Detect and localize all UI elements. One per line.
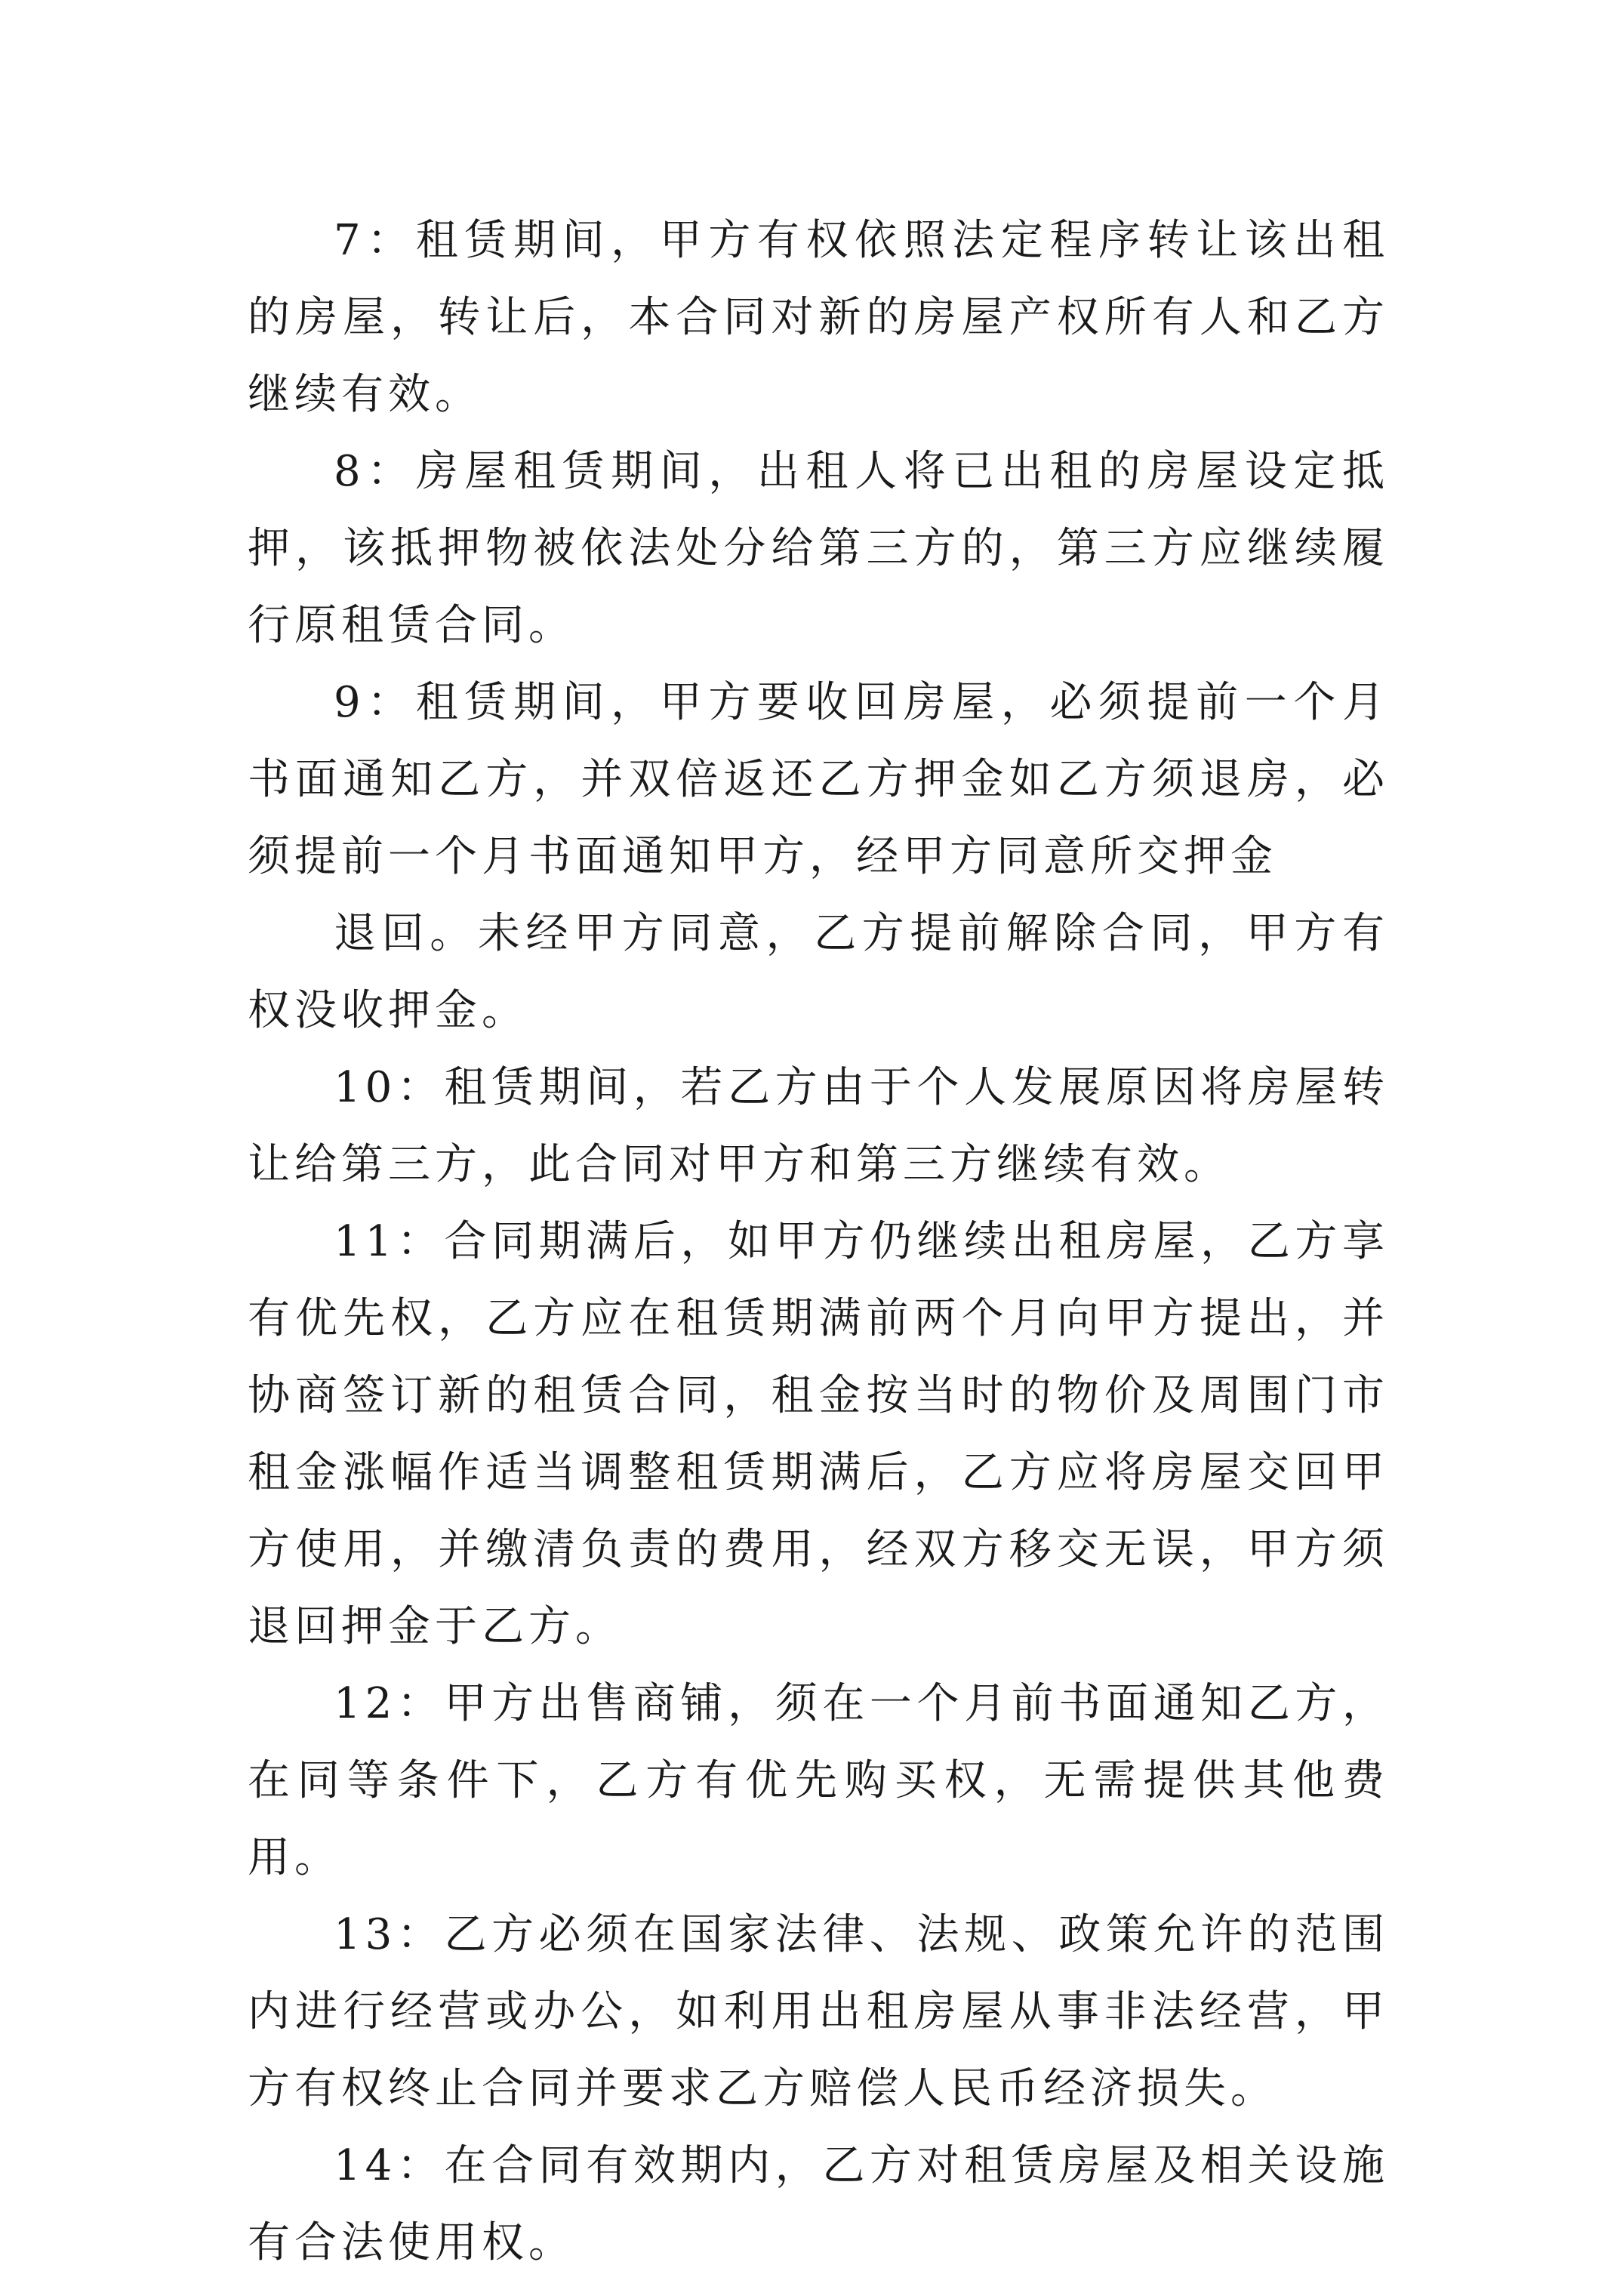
clause-11: 11：合同期满后，如甲方仍继续出租房屋，乙方享有优先权，乙方应在租赁期满前两个月向甲方提出，并协商签订新的租赁合同，租金按当时的物价及周围门市租金涨幅作适当调整租赁期满后，乙方应将房屋交回甲方使用，并缴清负责的费用，经双方移交无误，甲方须退回押金于乙方。: [248, 1217, 1389, 1651]
clause-10: 10：租赁期间，若乙方由于个人发展原因将房屋转让给第三方，此合同对甲方和第三方继续有效。: [248, 1063, 1389, 1189]
clause-7: 7：租赁期间，甲方有权依照法定程序转让该出租的房屋，转让后，本合同对新的房屋产权所有人和乙方继续有效。: [248, 216, 1389, 419]
clause-12: 12：甲方出售商铺，须在一个月前书面通知乙方，在同等条件下，乙方有优先购买权，无需提供其他费用。: [248, 1679, 1389, 1882]
clause-13: 13：乙方必须在国家法律、法规、政策允许的范围内进行经营或办公，如利用出租房屋从事非法经营，甲方有权终止合同并要求乙方赔偿人民币经济损失。: [248, 1910, 1389, 2113]
clause-8: 8：房屋租赁期间，出租人将已出租的房屋设定抵押，该抵押物被依法处分给第三方的，第三方应继续履行原租赁合同。: [248, 447, 1389, 650]
clause-14: 14：在合同有效期内，乙方对租赁房屋及相关设施有合法使用权。: [248, 2141, 1389, 2267]
clause-9: 9：租赁期间，甲方要收回房屋，必须提前一个月书面通知乙方，并双倍返还乙方押金如乙方须退房，必须提前一个月书面通知甲方，经甲方同意所交押金: [248, 678, 1389, 881]
document-body: [248, 202, 1389, 2282]
clause-9-continued: 退回。未经甲方同意，乙方提前解除合同，甲方有权没收押金。: [248, 909, 1389, 1035]
